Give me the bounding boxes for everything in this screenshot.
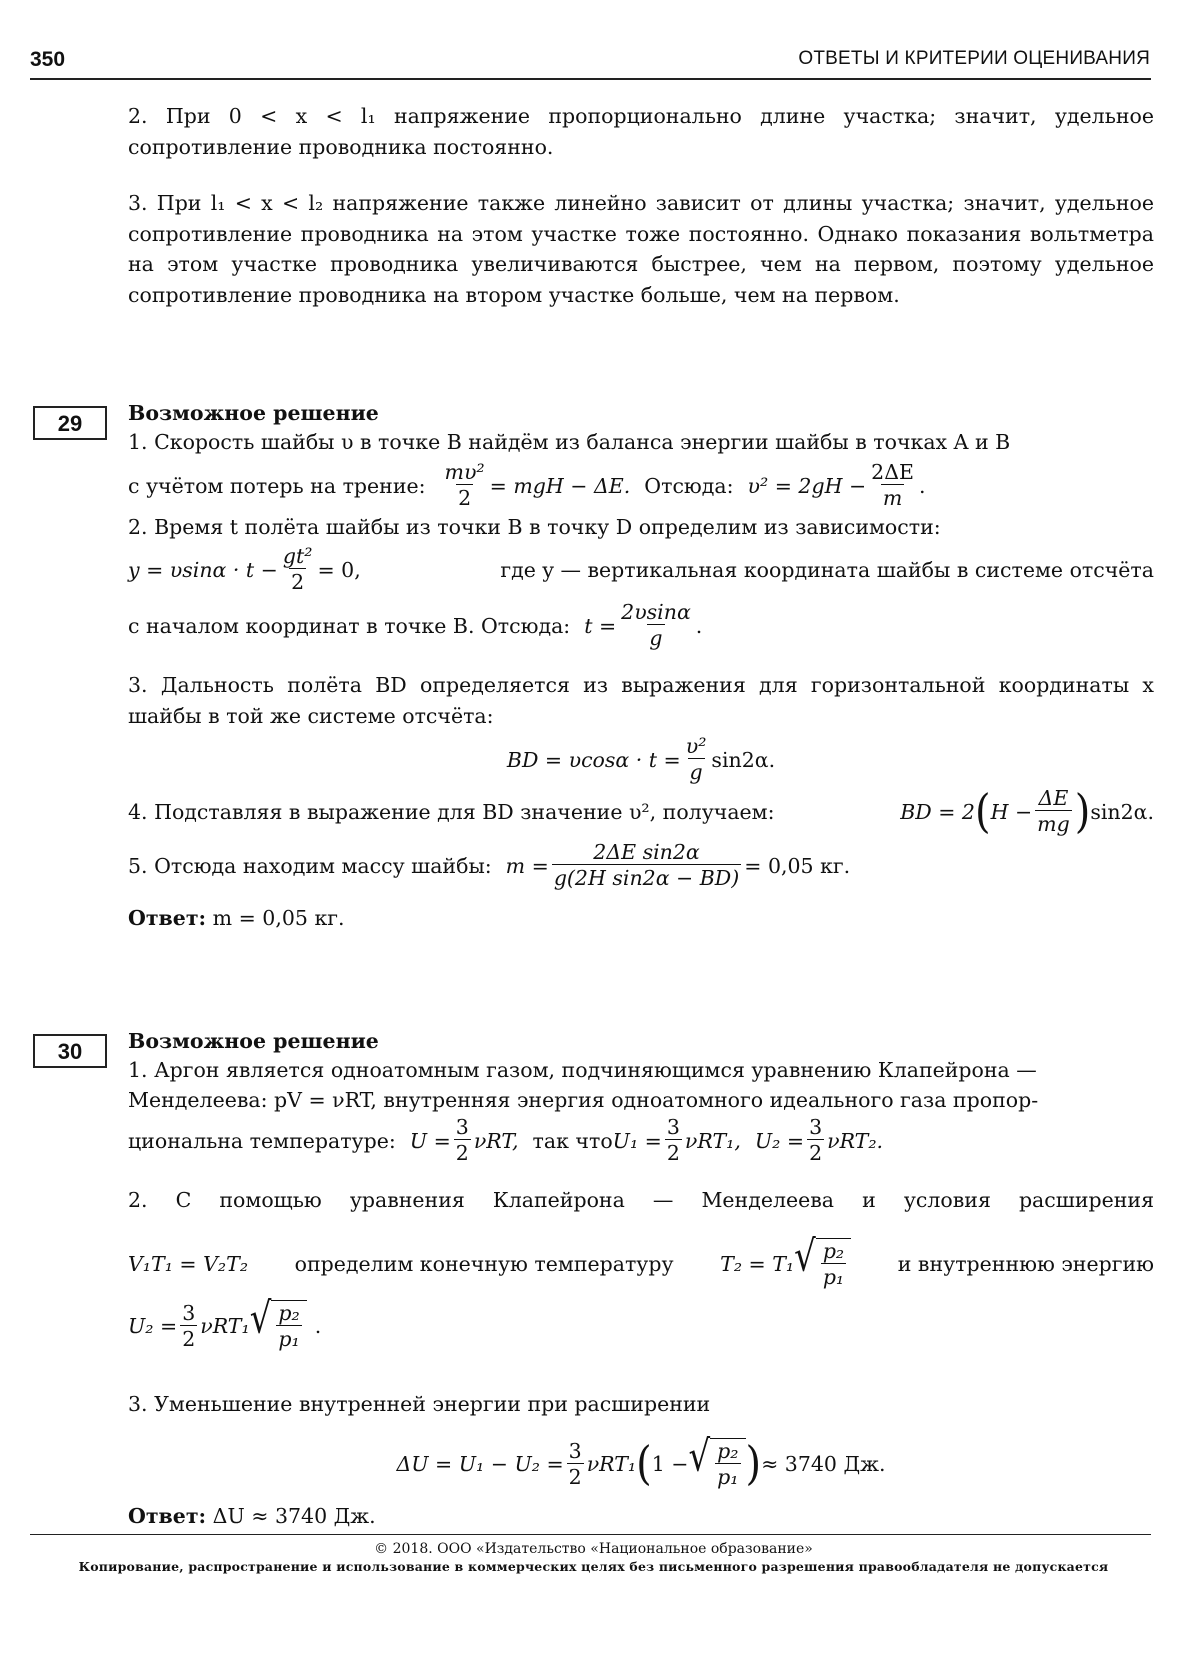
equation-part: y = υsinα · t − bbox=[128, 557, 278, 582]
task-heading: Возможное решение bbox=[128, 1029, 379, 1053]
equation-part: ≈ 3740 Дж. bbox=[761, 1452, 886, 1476]
equation-part: U₁ = bbox=[612, 1128, 662, 1153]
task-number-box: 29 bbox=[33, 406, 107, 440]
page-number: 350 bbox=[30, 48, 66, 71]
step-1-line-3 bbox=[128, 1115, 1154, 1166]
answer-label: Ответ: bbox=[128, 906, 207, 930]
step-text: Отсюда: bbox=[644, 473, 734, 498]
fraction: $\frac{\text{gt²}}{2}$ bbox=[282, 544, 313, 594]
step-text: циональна температуре: bbox=[128, 1128, 396, 1153]
equation-part: νRT₂. bbox=[827, 1128, 884, 1153]
step-2-line-1: 2. Время t полёта шайбы из точки B в точку D определим из зависимости: bbox=[128, 515, 941, 539]
step-3-text: 3. Дальность полёта BD определяется из выражения для горизонтальной координаты x шайбы в той же системе отсчёта: bbox=[128, 673, 1154, 728]
equation-part: t = bbox=[584, 613, 617, 638]
footer-rule bbox=[30, 1534, 1151, 1535]
equation-part: νRT, bbox=[473, 1128, 519, 1153]
answer-value: m = 0,05 кг. bbox=[212, 906, 345, 930]
step-1-line-2: Менделеева: pV = νRT, внутренняя энергия одноатомного идеального газа пропор- bbox=[128, 1088, 1039, 1112]
equation-part: sin2α. bbox=[1090, 799, 1154, 824]
answer-line bbox=[128, 1501, 1154, 1532]
fraction: $\frac{2\upsilon\sin\alpha}{g}$ bbox=[621, 600, 691, 650]
step-text: с началом координат в точке В. Отсюда: bbox=[128, 613, 571, 638]
step-text: определим конечную температуру bbox=[294, 1252, 674, 1276]
equation-part: BD = 2 bbox=[900, 799, 975, 824]
fraction: $\frac{3}{2}$ bbox=[666, 1115, 680, 1165]
square-root: √ $\frac{\text{p₂}}{\text{p₁}}$ bbox=[688, 1438, 745, 1490]
answer-line bbox=[128, 903, 1154, 934]
equation-part: sin2α. bbox=[711, 747, 776, 772]
equation-part: T₂ = T₁ bbox=[720, 1252, 795, 1276]
fraction: $\frac{\text{mυ²}}{2}$ bbox=[444, 460, 485, 510]
footer-notice: Копирование, распространение и использование в коммерческих целях без письменного разрешения правообладателя не допускается bbox=[78, 1559, 1109, 1574]
step-2-line-2 bbox=[128, 1231, 1154, 1290]
fraction: $\frac{\Delta E}{mg}$ bbox=[1037, 786, 1070, 836]
intro-paragraph-3: 3. При l₁ < x < l₂ напряжение также линейно зависит от длины участка; значит, удельное сопротивление проводника на этом участке тоже постоянно. Однако показания вольтметра на этом участке проводника увеличиваются быстрее, чем на первом, поэтому удельное сопротивление проводника на втором участке больше, чем на первом. bbox=[128, 191, 1154, 307]
equation-part: νRT₁ bbox=[586, 1452, 637, 1476]
step-text: 5. Отсюда находим массу шайбы: bbox=[128, 853, 492, 878]
equation-part: . bbox=[314, 1314, 322, 1338]
equation-part: 1 − bbox=[651, 1452, 689, 1476]
equation-part: V₁T₁ = V₂T₂ bbox=[128, 1252, 249, 1276]
header-rule bbox=[30, 78, 1151, 80]
equation-part: νRT₁ bbox=[200, 1314, 250, 1338]
equation-part: νRT₁, bbox=[684, 1128, 741, 1153]
answer-label: Ответ: bbox=[128, 1504, 207, 1528]
equation-part: = 0,05 кг. bbox=[744, 853, 851, 878]
step-2-line-1: 2. С помощью уравнения Клапейрона — Менделеева и условия расширения bbox=[128, 1188, 1154, 1212]
equation-part: U₂ = bbox=[754, 1128, 805, 1153]
fraction: $\frac{3}{2}$ bbox=[455, 1115, 469, 1165]
footer-copyright: © 2018. ООО «Издательство «Национальное образование» bbox=[374, 1541, 813, 1557]
equation-part: υ² = 2gH − bbox=[747, 473, 867, 498]
fraction: $\frac{2\Delta E}{m}$ bbox=[871, 460, 914, 510]
answer-value: ΔU ≈ 3740 Дж. bbox=[212, 1504, 376, 1528]
step-3-equation bbox=[128, 734, 1154, 785]
step-text: с учётом потерь на трение: bbox=[128, 473, 426, 498]
step-text: так что bbox=[532, 1128, 613, 1153]
step-2-equation-line bbox=[128, 544, 1154, 595]
equation-part: U₂ = bbox=[128, 1314, 178, 1338]
step-2-line-3 bbox=[128, 1293, 1154, 1352]
task-number-box: 30 bbox=[33, 1034, 107, 1068]
section-title: ОТВЕТЫ И КРИТЕРИИ ОЦЕНИВАНИЯ bbox=[798, 48, 1150, 69]
fraction: $\frac{3}{2}$ bbox=[809, 1115, 823, 1165]
step-3-text: 3. Уменьшение внутренней энергии при расширении bbox=[128, 1392, 711, 1416]
fraction: $\frac{3}{2}$ bbox=[182, 1300, 196, 1351]
equation-part: = 0, bbox=[317, 557, 361, 582]
step-5-line bbox=[128, 840, 1154, 891]
intro-paragraph-2: 2. При 0 < x < l₁ напряжение пропорционально длине участка; значит, удельное сопротивление проводника постоянно. bbox=[128, 104, 1154, 159]
step-3-equation: ΔU = U₁ − U₂ = $\frac{3}{2}$ νRT₁ ( 1 − √ $\frac{\text{p₂}}{\text{p₁}}$ ) ≈ 3740 Дж. bbox=[396, 1431, 886, 1491]
equation-part: H − bbox=[990, 799, 1033, 824]
step-text: где y — вертикальная координата шайбы в системе отсчёта bbox=[500, 557, 1154, 582]
fraction: $\frac{3}{2}$ bbox=[568, 1438, 582, 1489]
step-text: и внутреннюю энергию bbox=[897, 1252, 1154, 1276]
fraction: $\frac{\text{2ΔE sin2α}}{\text{g(2H sin2α − BD)}}$ bbox=[553, 840, 740, 890]
fraction: $\frac{\text{υ²}}{g}$ bbox=[685, 734, 707, 784]
step-1-line-1: 1. Скорость шайбы υ в точке B найдём из баланса энергии шайбы в точках A и B bbox=[128, 430, 1011, 454]
equation-part: = mgH − ΔE. bbox=[489, 473, 631, 498]
equation-part: ΔU = U₁ − U₂ = bbox=[396, 1452, 564, 1476]
step-1-equations: с учётом потерь на трение: $\frac{\text{mυ²}}{2}$ = mgH − ΔE. Отсюда: υ² = 2gH − $\frac{2\Delta E}{m}$ . bbox=[128, 460, 926, 510]
task-heading: Возможное решение bbox=[128, 401, 379, 425]
step-text: 4. Подставляя в выражение для BD значение υ², получаем: bbox=[128, 799, 775, 824]
equation-part: U = bbox=[409, 1128, 451, 1153]
equation-part: BD = υcosα · t = bbox=[506, 747, 681, 772]
step-4-line: 4. Подставляя в выражение для BD значение υ², получаем: BD = 2 ( H − $\frac{\Delta E}{mg}$ ) sin2α. bbox=[128, 785, 1154, 838]
step-2-result-line: с началом координат в точке В. Отсюда: t = $\frac{2\upsilon\sin\alpha}{g}$ . bbox=[128, 600, 703, 650]
step-1-line-1: 1. Аргон является одноатомным газом, подчиняющимся уравнению Клапейрона — bbox=[128, 1058, 1037, 1082]
square-root: √ $\frac{\text{p₂}}{\text{p₁}}$ bbox=[250, 1300, 307, 1352]
square-root: √ $\frac{\text{p₂}}{\text{p₁}}$ bbox=[794, 1238, 851, 1290]
equation-part: m = bbox=[505, 853, 549, 878]
